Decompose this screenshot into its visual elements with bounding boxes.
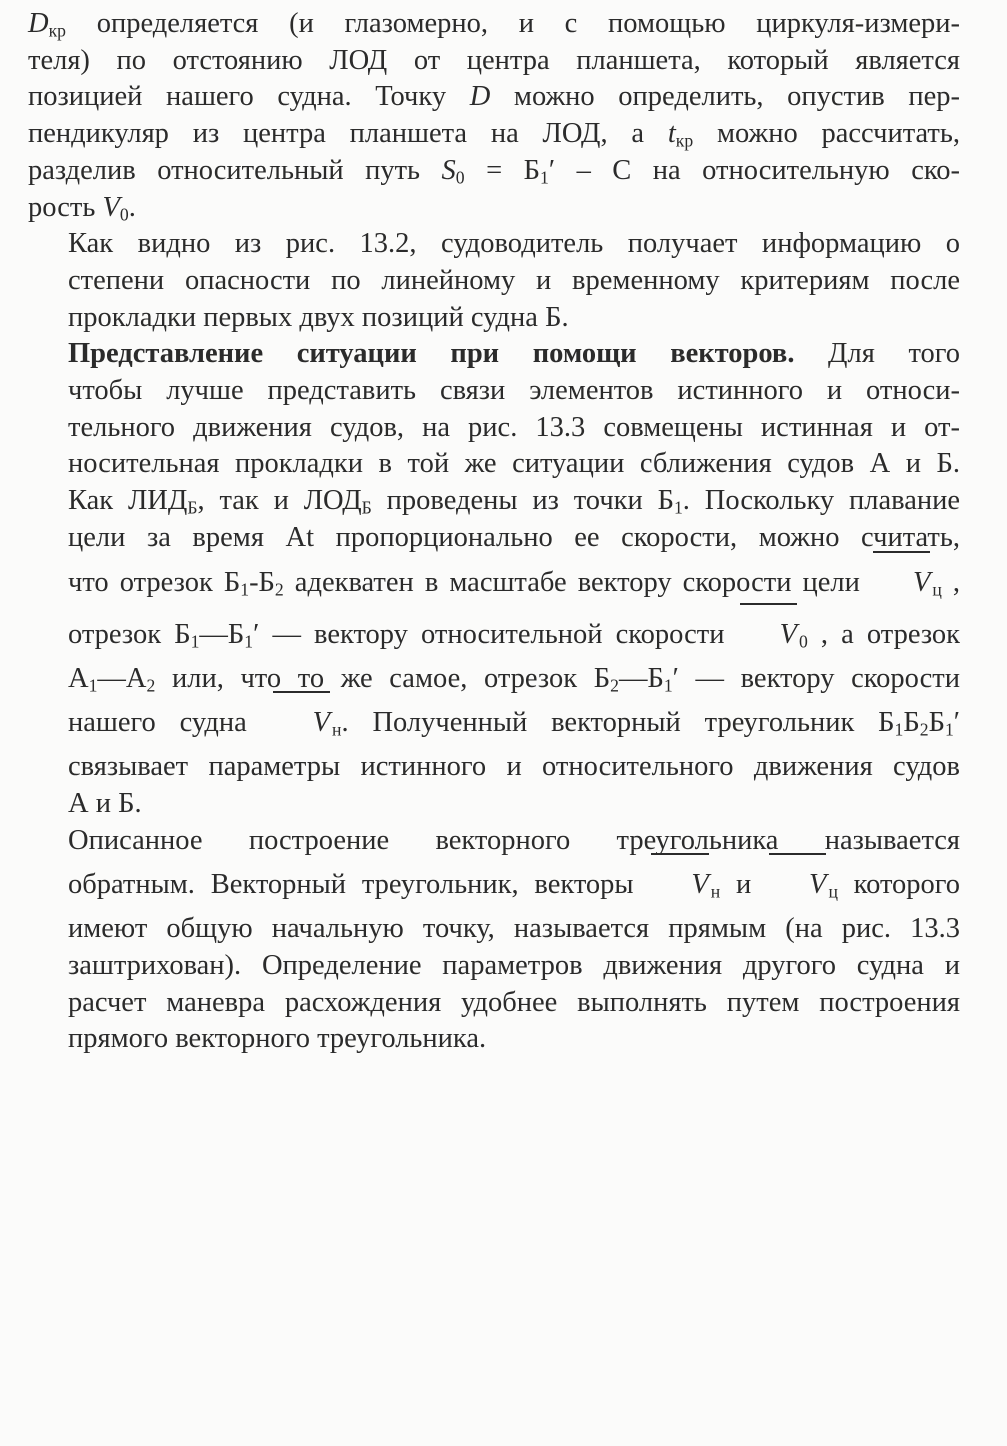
text-segment: А и Б. [68, 787, 142, 819]
text-segment: можно рассчитать, [693, 118, 961, 150]
text-segment: степени опасности по линейному и временному критериям после [68, 264, 960, 296]
text-segment: определяется (и глазомерно, и с помощью циркуля-измери- [66, 8, 960, 39]
text-segment: Представление ситуации при помощи векторов. [68, 338, 795, 370]
text-segment: имеют общую начальную точку, называется прямым (на рис. 13.3 [68, 913, 960, 945]
text-segment: ′ [953, 707, 960, 739]
text-segment: 1 [240, 578, 250, 599]
text-segment: 1 [190, 630, 200, 651]
text-line [28, 300, 960, 337]
text-segment: 2 [146, 674, 156, 695]
text-segment: 2 [610, 674, 619, 695]
text-segment: ′ – С на относительную ско- [548, 154, 960, 186]
text-segment: 1 [944, 719, 954, 740]
text-segment: прямого векторного треугольника. [68, 1023, 487, 1055]
text-segment: S [441, 154, 456, 186]
text-segment: проведены из точки Б [371, 485, 674, 517]
text-segment: отрезок Б [68, 618, 191, 650]
text-line [28, 79, 960, 116]
paragraph [28, 336, 960, 822]
text-segment: 1 [244, 630, 254, 651]
text-segment: = Б [464, 154, 541, 186]
text-segment: обратным. Векторный треугольник, векторы [68, 869, 650, 901]
text-segment: Б [361, 497, 372, 518]
vector-symbol: V [738, 609, 799, 661]
text-segment: D [469, 81, 491, 113]
text-segment: ′ — вектору скорости [672, 662, 960, 694]
text-segment: 0 [119, 203, 129, 224]
text-segment: —Б [618, 662, 664, 694]
text-line [28, 749, 960, 786]
text-segment: 0 [455, 167, 465, 188]
body-text [28, 6, 960, 1058]
text-segment: 0 [799, 630, 808, 651]
text-line [28, 911, 960, 948]
text-segment: которого [837, 869, 960, 901]
text-segment: 1 [673, 497, 683, 518]
text-line [28, 697, 960, 749]
text-segment: цели за время At пропорционально ее скорости, можно считать, [68, 521, 960, 553]
text-segment: 1 [88, 674, 98, 695]
text-segment: кр [48, 20, 66, 41]
text-segment: ц [828, 881, 838, 902]
text-line [28, 985, 960, 1022]
text-segment: связывает параметры истинного и относительного движения судов [68, 751, 960, 783]
text-line [28, 609, 960, 661]
text-segment: 2 [919, 719, 929, 740]
text-line [28, 948, 960, 985]
vector-symbol: V [649, 859, 710, 911]
text-line [28, 557, 960, 609]
text-line [28, 483, 960, 520]
text-segment: А [68, 662, 89, 694]
vector-symbol: V [767, 859, 828, 911]
text-segment: позицией нашего судна. Точку [28, 81, 470, 113]
text-segment: тельного движения судов, на рис. 13.3 совмещены истинная и от- [68, 411, 960, 443]
text-segment: или, что то же самое, отрезок Б [155, 662, 611, 694]
text-segment: -Б [249, 566, 275, 598]
text-segment: чтобы лучше представить связи элементов истинного и относи- [68, 375, 960, 407]
text-segment: ′ — вектору относительной скорости [253, 618, 738, 650]
text-segment: D [28, 8, 49, 39]
text-line [28, 446, 960, 483]
text-segment: Как видно из рис. 13.2, судоводитель получает информацию о [68, 228, 960, 260]
vector-symbol: V [871, 557, 932, 609]
text-segment: Б [187, 497, 198, 518]
text-segment: Описанное построение векторного треугольника называется [68, 824, 960, 856]
text-segment: можно определить, опустив пер- [490, 81, 960, 113]
text-segment: 2 [274, 578, 284, 599]
text-segment: , [941, 566, 960, 598]
text-segment: теля) по отстоянию ЛОД от центра планшета, который является [28, 44, 960, 76]
text-segment: , так и ЛОД [197, 485, 362, 517]
text-segment: заштрихован). Определение параметров движения другого судна и [68, 950, 960, 982]
paragraph [28, 226, 960, 336]
text-line [28, 6, 960, 43]
text-segment: адекватен в масштабе вектору скорости цели [283, 566, 871, 598]
text-line [28, 116, 960, 153]
text-segment: пендикуляр из центра планшета на ЛОД, а [28, 118, 668, 150]
text-segment: 1 [540, 167, 549, 188]
text-line [28, 336, 960, 373]
text-segment: ц [932, 578, 942, 599]
text-segment: Для того [794, 338, 960, 370]
text-segment: Как ЛИД [68, 485, 188, 517]
text-segment: . [128, 191, 136, 223]
text-segment: расчет маневра расхождения удобнее выполнять путем построения [68, 986, 960, 1018]
text-segment: . Полученный векторный треугольник Б [341, 707, 895, 739]
text-segment: разделив относительный путь [28, 154, 442, 186]
text-segment: , а отрезок [807, 618, 961, 650]
text-segment: н [332, 719, 342, 740]
text-segment: носительная прокладки в той же ситуации сближения судов А и Б. [68, 448, 960, 480]
text-segment: t [667, 118, 676, 150]
text-segment: что отрезок Б [68, 566, 241, 598]
text-segment: и [720, 869, 768, 901]
text-line [28, 153, 960, 190]
text-segment: н [710, 881, 721, 902]
text-line [28, 410, 960, 447]
text-line [28, 263, 960, 300]
text-segment: V [102, 191, 120, 223]
text-line [28, 226, 960, 263]
text-segment: —Б [199, 618, 245, 650]
text-segment: 1 [894, 719, 904, 740]
text-line [28, 520, 960, 557]
text-segment: кр [675, 130, 694, 151]
text-line [28, 859, 960, 911]
text-segment: . Поскольку плавание [682, 485, 961, 517]
text-segment: рость [28, 191, 103, 223]
paragraph [28, 6, 960, 226]
text-line [28, 1021, 960, 1058]
text-segment: Б [903, 707, 920, 739]
text-line [28, 786, 960, 823]
text-segment: Б [928, 707, 945, 739]
text-line [28, 43, 960, 80]
text-segment: —А [97, 662, 147, 694]
text-line [28, 190, 960, 227]
text-line [28, 373, 960, 410]
text-segment: прокладки первых двух позиций судна Б. [68, 301, 569, 333]
text-segment: 1 [663, 674, 673, 695]
text-line [28, 661, 960, 698]
paragraph [28, 823, 960, 1059]
vector-symbol: V [271, 697, 332, 749]
text-segment: нашего судна [68, 707, 271, 739]
